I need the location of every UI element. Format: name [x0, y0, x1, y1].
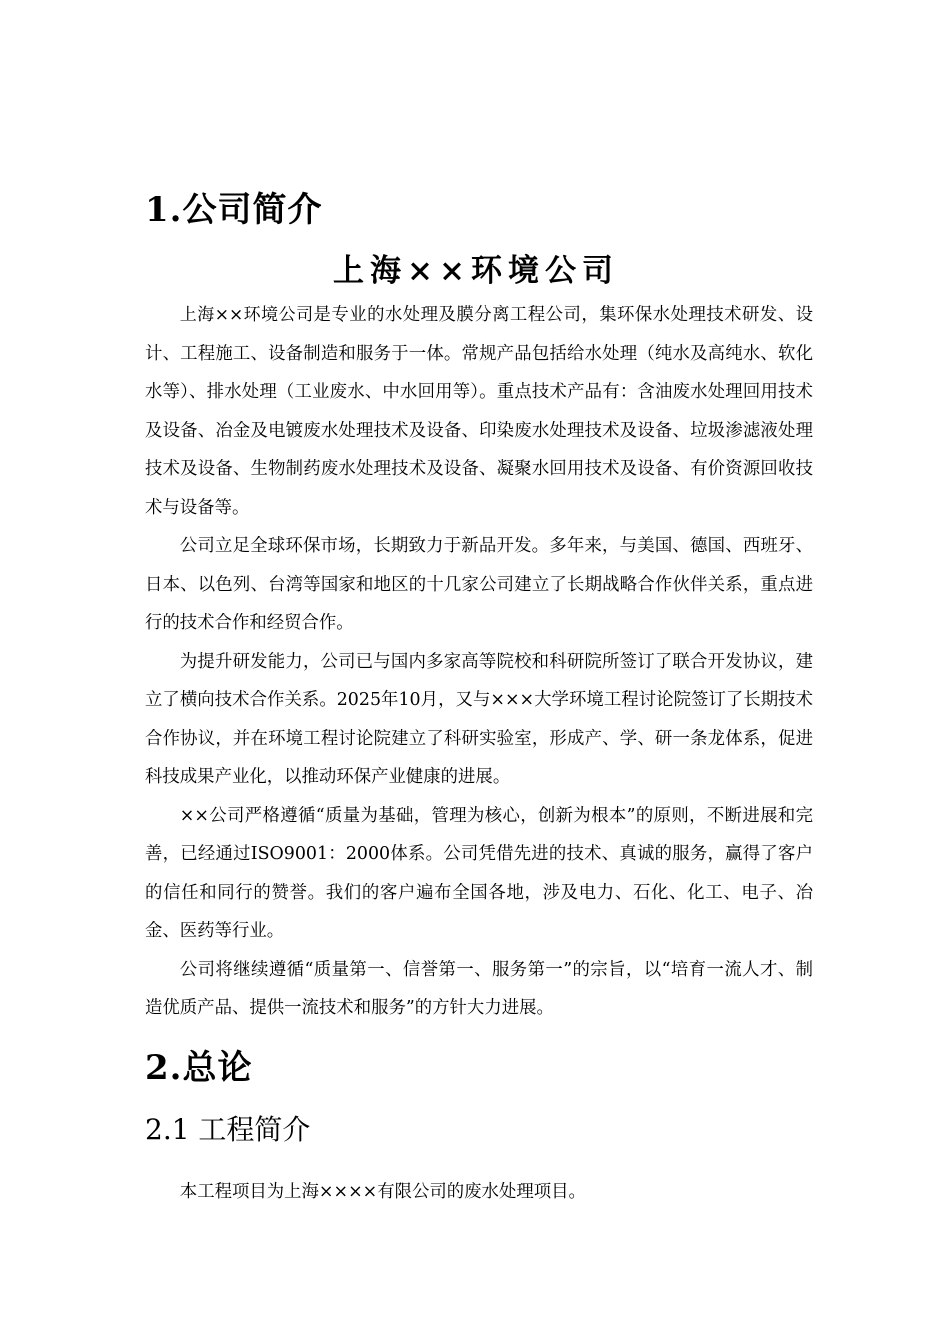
paragraph: 本工程项目为上海××××有限公司的废水处理项目。 — [179, 1182, 586, 1202]
section-heading-general: 2.总论 — [145, 1048, 253, 1088]
company-intro-body — [145, 296, 813, 1028]
paragraph: ××公司严格遵循“质量为基础，管理为核心，创新为根本”的原则，不断进展和完善，已经通过ISO9001：2000体系。公司凭借先进的技术、真诚的服务，赢得了客户的信任和同行的赞誉。我们的客户遍布全国各地，涉及电力、石化、化工、电子、冶金、医药等行业。 — [145, 805, 813, 941]
project-intro-body — [145, 1173, 813, 1212]
company-title: 上海××环境公司 — [333, 253, 619, 289]
paragraph: 公司将继续遵循“质量第一、信誉第一、服务第一”的宗旨，以“培育一流人才、制造优质产品、提供一流技术和服务”的方针大力进展。 — [145, 959, 813, 1018]
company-name-inline: 上海××环境公司 — [179, 305, 314, 325]
subsection-heading-project-intro: 2.1 工程简介 — [145, 1113, 311, 1146]
paragraph: 为提升研发能力，公司已与国内多家高等院校和科研院所签订了联合开发协议，建立了横向技术合作关系。2025年10月，又与×××大学环境工程讨论院签订了长期技术合作协议，并在环境工程讨论院建立了科研实验室，形成产、学、研一条龙体系，促进科技成果产业化，以推动环保产业健康的进展。 — [145, 651, 813, 787]
paragraph-text: 是专业的水处理及膜分离工程公司，集环保水处理技术研发、设计、工程施工、设备制造和服务于一体。常规产品包括给水处理（纯水及高纯水、软化水等）、排水处理（工业废水、中水回用等）。重点技术产品有：含油废水处理回用技术及设备、冶金及电镀废水处理技术及设备、印染废水处理技术及设备、垃圾渗滤液处理技术及设备、生物制药废水处理技术及设备、凝聚水回用技术及设备、有价资源回收技术与设备等。 — [145, 305, 813, 518]
paragraph — [145, 296, 813, 527]
paragraph: 公司立足全球环保市场，长期致力于新品开发。多年来，与美国、德国、西班牙、日本、以色列、台湾等国家和地区的十几家公司建立了长期战略合作伙伴关系，重点进行的技术合作和经贸合作。 — [145, 536, 813, 633]
section-heading-company-intro: 1.公司简介 — [145, 190, 323, 230]
